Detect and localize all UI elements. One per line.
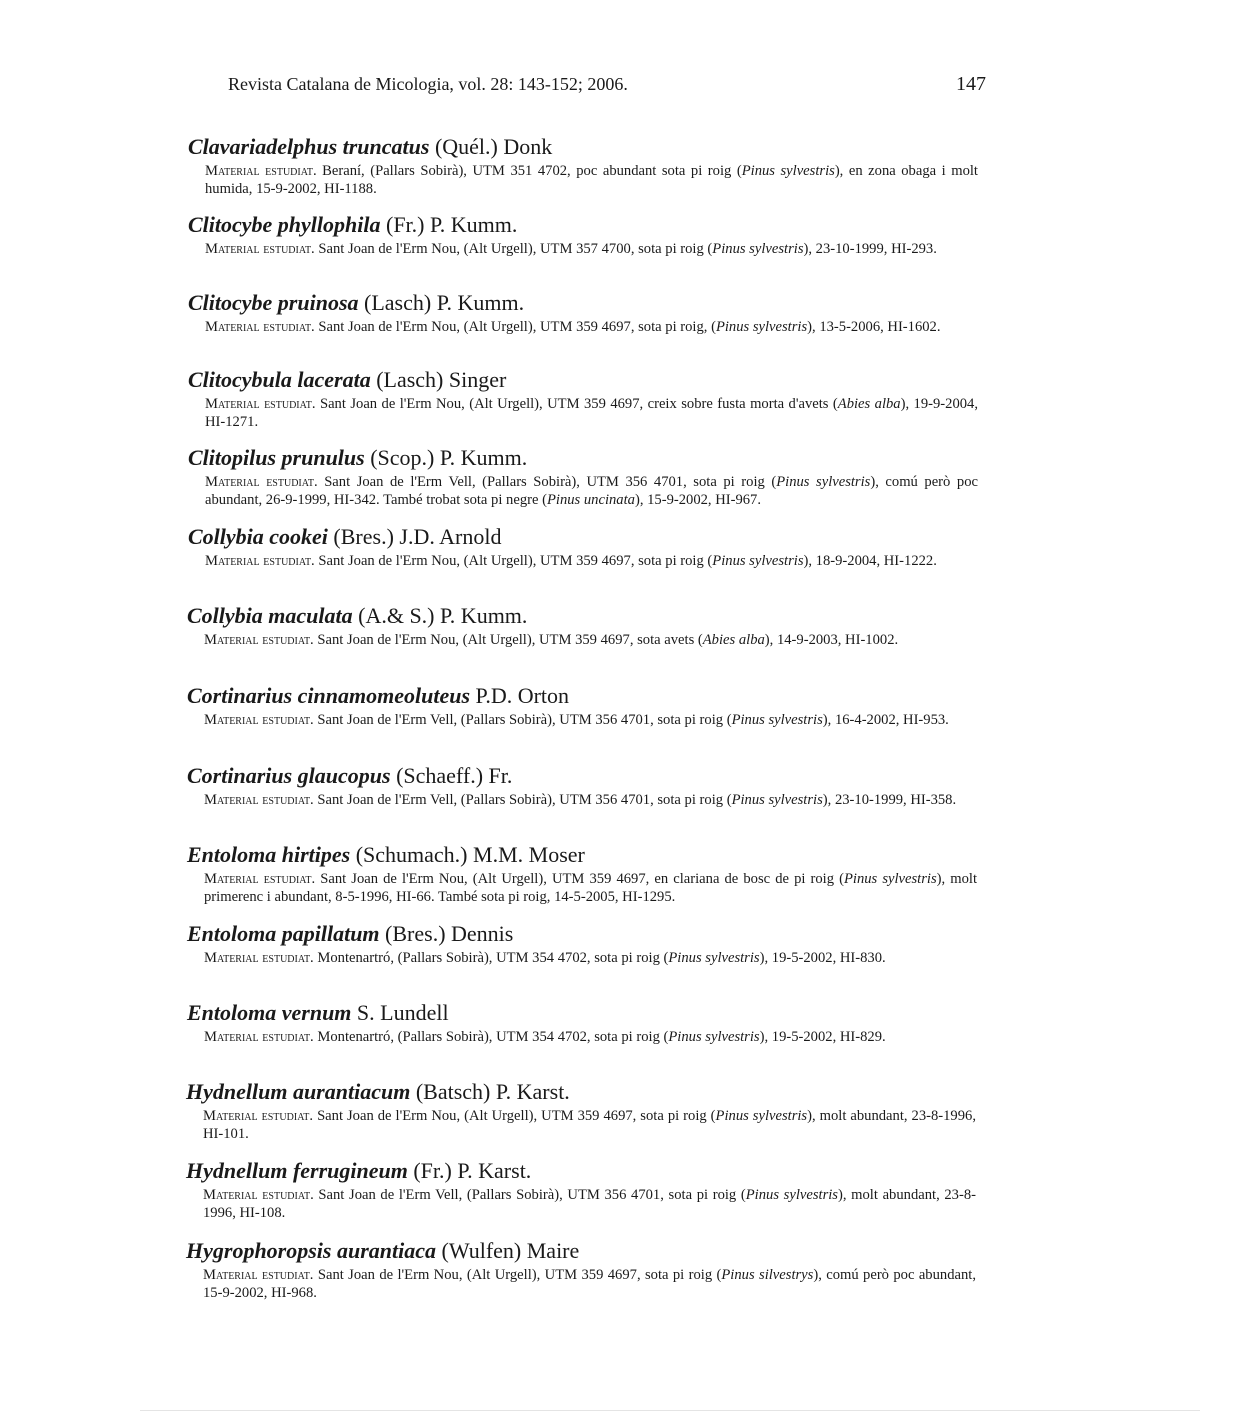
species-authority: (Quél.) Donk	[434, 134, 553, 159]
material-label: Material estudiat.	[204, 1029, 314, 1045]
species-entry	[188, 289, 978, 336]
second-host-name: Pinus uncinata	[546, 492, 635, 508]
species-name: Clitocybe pruinosa	[188, 290, 359, 315]
material-label: Material estudiat.	[205, 319, 315, 335]
material-label: Material estudiat.	[204, 950, 314, 966]
species-authority: (Schumach.) M.M. Moser	[355, 842, 585, 867]
material-text: Beraní, (Pallars Sobirà), UTM 351 4702, poc abundant sota pi roig (	[322, 163, 742, 179]
material-text: Sant Joan de l'Erm Nou, (Alt Urgell), UTM 359 4697, creix sobre fusta morta d'avets (	[319, 396, 838, 412]
material-text-end: ), 14-9-2003, HI-1002.	[764, 632, 899, 648]
species-heading	[187, 920, 977, 947]
species-name: Entoloma hirtipes	[187, 842, 351, 867]
species-heading	[186, 1237, 976, 1264]
material-text: Sant Joan de l'Erm Nou, (Alt Urgell), UTM 359 4697, sota pi roig (	[318, 553, 713, 569]
material-text: Sant Joan de l'Erm Vell, (Pallars Sobirà), UTM 356 4701, sota pi roig (	[324, 474, 777, 490]
host-name: Pinus sylvestris	[731, 792, 823, 808]
species-name: Clitocybe phyllophila	[188, 212, 381, 237]
material-text-end: ), 18-9-2004, HI-1222.	[803, 553, 937, 569]
material-text: Sant Joan de l'Erm Nou, (Alt Urgell), UTM 359 4697, sota pi roig (	[317, 1108, 716, 1124]
host-name: Pinus sylvestris	[745, 1187, 838, 1203]
material-text-end: ), 15-9-2002, HI-967.	[634, 492, 762, 508]
species-heading	[188, 523, 978, 550]
material-label: Material estudiat.	[205, 396, 316, 412]
species-authority: S. Lundell	[356, 1000, 449, 1025]
material-text-end: ), 19-9-2004, HI-1271.	[205, 396, 978, 430]
species-heading	[186, 1157, 976, 1184]
material-text: Sant Joan de l'Erm Vell, (Pallars Sobirà), UTM 356 4701, sota pi roig (	[317, 712, 732, 728]
material-studied	[203, 1107, 976, 1143]
material-label: Material estudiat.	[203, 1108, 314, 1124]
species-authority: (Scop.) P. Kumm.	[370, 445, 528, 470]
material-text-end: ), 13-5-2006, HI-1602.	[807, 319, 941, 335]
species-name: Entoloma papillatum	[187, 921, 380, 946]
material-studied	[204, 631, 977, 649]
material-text: Sant Joan de l'Erm Vell, (Pallars Sobirà), UTM 356 4701, sota pi roig (	[317, 792, 732, 808]
species-heading	[188, 289, 978, 316]
species-authority: (Lasch) P. Kumm.	[364, 290, 525, 315]
material-studied	[205, 240, 978, 258]
species-authority: (Fr.) P. Karst.	[413, 1158, 532, 1183]
material-label: Material estudiat.	[203, 1267, 314, 1283]
species-entry	[188, 133, 978, 198]
host-name: Pinus sylvestris	[712, 241, 804, 257]
species-name: Cortinarius cinnamomeoluteus	[187, 683, 471, 708]
species-name: Hygrophoropsis aurantiaca	[186, 1238, 436, 1263]
material-label: Material estudiat.	[204, 792, 314, 808]
species-authority: (Batsch) P. Karst.	[415, 1079, 570, 1104]
scan-edge-line	[140, 1410, 1200, 1411]
material-studied	[205, 473, 978, 509]
material-text-end: ), molt abundant, 23-8-1996, HI-101.	[203, 1108, 976, 1142]
species-name: Cortinarius glaucopus	[187, 763, 391, 788]
material-label: Material estudiat.	[204, 871, 316, 887]
species-name: Clitocybula lacerata	[188, 367, 371, 392]
host-name: Pinus sylvestris	[731, 712, 823, 728]
material-studied	[205, 318, 978, 336]
material-label: Material estudiat.	[203, 1187, 314, 1203]
species-entry	[187, 602, 977, 649]
species-entry	[188, 444, 978, 509]
host-name: Pinus sylvestris	[715, 319, 808, 335]
species-name: Clitopilus prunulus	[188, 445, 365, 470]
host-name: Abies alba	[837, 396, 901, 412]
species-entry	[187, 999, 977, 1046]
species-heading	[188, 444, 978, 471]
material-text: Sant Joan de l'Erm Nou, (Alt Urgell), UTM 359 4697, sota pi roig, (	[318, 319, 716, 335]
material-text-end: ), 19-5-2002, HI-829.	[759, 1029, 886, 1045]
species-heading	[188, 366, 978, 393]
material-text: Montenartró, (Pallars Sobirà), UTM 354 4702, sota pi roig (	[317, 950, 669, 966]
material-studied	[204, 870, 977, 906]
species-authority: P.D. Orton	[475, 683, 570, 708]
host-name: Pinus sylvestris	[715, 1108, 808, 1124]
material-studied	[204, 711, 977, 729]
host-name: Pinus sylvestris	[668, 1029, 760, 1045]
host-name: Pinus sylvestris	[668, 950, 760, 966]
material-studied	[204, 791, 977, 809]
material-text: Sant Joan de l'Erm Nou, (Alt Urgell), UTM 357 4700, sota pi roig (	[318, 241, 713, 257]
species-entry	[187, 920, 977, 967]
species-name: Clavariadelphus truncatus	[188, 134, 430, 159]
host-name: Pinus sylvestris	[712, 553, 804, 569]
species-entry	[188, 211, 978, 258]
material-text-end: ), en zona obaga i molt humida, 15-9-2002, HI-1188.	[205, 163, 978, 197]
material-text-middle: ), comú però poc abundant, 26-9-1999, HI-342. També trobat sota pi negre (	[205, 474, 978, 508]
material-studied	[203, 1266, 976, 1302]
species-name: Entoloma vernum	[187, 1000, 352, 1025]
host-name: Pinus sylvestris	[843, 871, 937, 887]
species-authority: (Bres.) J.D. Arnold	[333, 524, 502, 549]
material-studied	[205, 552, 978, 570]
material-label: Material estudiat.	[205, 474, 318, 490]
material-text-end: ), molt primerenc i abundant, 8-5-1996, HI-66. També sota pi roig, 14-5-2005, HI-1295.	[204, 871, 977, 905]
species-heading	[187, 841, 977, 868]
journal-citation: Revista Catalana de Micologia, vol. 28: 143-152; 2006.	[228, 74, 628, 94]
material-text-end: ), 23-10-1999, HI-358.	[822, 792, 957, 808]
species-name: Hydnellum ferrugineum	[186, 1158, 408, 1183]
material-label: Material estudiat.	[205, 163, 317, 179]
species-heading	[187, 602, 977, 629]
material-text: Sant Joan de l'Erm Nou, (Alt Urgell), UTM 359 4697, sota pi roig (	[317, 1267, 722, 1283]
material-label: Material estudiat.	[204, 632, 314, 648]
species-authority: (A.& S.) P. Kumm.	[358, 603, 528, 628]
species-authority: (Fr.) P. Kumm.	[386, 212, 518, 237]
material-text-end: ), 23-10-1999, HI-293.	[803, 241, 937, 257]
species-heading	[187, 999, 977, 1026]
running-header	[228, 70, 986, 100]
material-text-end: ), 16-4-2002, HI-953.	[822, 712, 949, 728]
species-heading	[188, 133, 978, 160]
species-entry	[186, 1078, 976, 1143]
material-text-end: ), molt abundant, 23-8-1996, HI-108.	[203, 1187, 976, 1221]
host-name: Abies alba	[702, 632, 765, 648]
species-entry	[188, 366, 978, 431]
material-text: Montenartró, (Pallars Sobirà), UTM 354 4702, sota pi roig (	[317, 1029, 669, 1045]
species-entry	[187, 841, 977, 906]
species-authority: (Schaeff.) Fr.	[396, 763, 513, 788]
species-authority: (Wulfen) Maire	[441, 1238, 580, 1263]
species-entry	[187, 682, 977, 729]
species-heading	[188, 211, 978, 238]
material-text-end: ), comú però poc abundant, 15-9-2002, HI-968.	[203, 1267, 976, 1301]
species-heading	[187, 762, 977, 789]
material-text-end: ), 19-5-2002, HI-830.	[759, 950, 886, 966]
material-studied	[205, 162, 978, 198]
material-studied	[203, 1186, 976, 1222]
species-heading	[187, 682, 977, 709]
species-entry	[187, 762, 977, 809]
species-name: Collybia cookei	[188, 524, 328, 549]
host-name: Pinus silvestrys	[721, 1267, 814, 1283]
species-name: Hydnellum aurantiacum	[186, 1079, 411, 1104]
species-name: Collybia maculata	[187, 603, 353, 628]
species-heading	[186, 1078, 976, 1105]
species-entry	[186, 1157, 976, 1222]
material-studied	[205, 395, 978, 431]
material-text: Sant Joan de l'Erm Nou, (Alt Urgell), UTM 359 4697, sota avets (	[317, 632, 703, 648]
material-studied	[204, 1028, 977, 1046]
material-label: Material estudiat.	[205, 553, 315, 569]
species-entry	[188, 523, 978, 570]
species-entry	[186, 1237, 976, 1302]
page-number: 147	[956, 73, 986, 95]
material-text: Sant Joan de l'Erm Nou, (Alt Urgell), UTM 359 4697, en clariana de bosc de pi roig (	[320, 871, 844, 887]
material-text: Sant Joan de l'Erm Vell, (Pallars Sobirà), UTM 356 4701, sota pi roig (	[318, 1187, 746, 1203]
material-label: Material estudiat.	[205, 241, 315, 257]
material-label: Material estudiat.	[204, 712, 314, 728]
material-studied	[204, 949, 977, 967]
species-authority: (Bres.) Dennis	[385, 921, 514, 946]
host-name: Pinus sylvestris	[776, 474, 871, 490]
host-name: Pinus sylvestris	[741, 163, 835, 179]
species-authority: (Lasch) Singer	[376, 367, 507, 392]
